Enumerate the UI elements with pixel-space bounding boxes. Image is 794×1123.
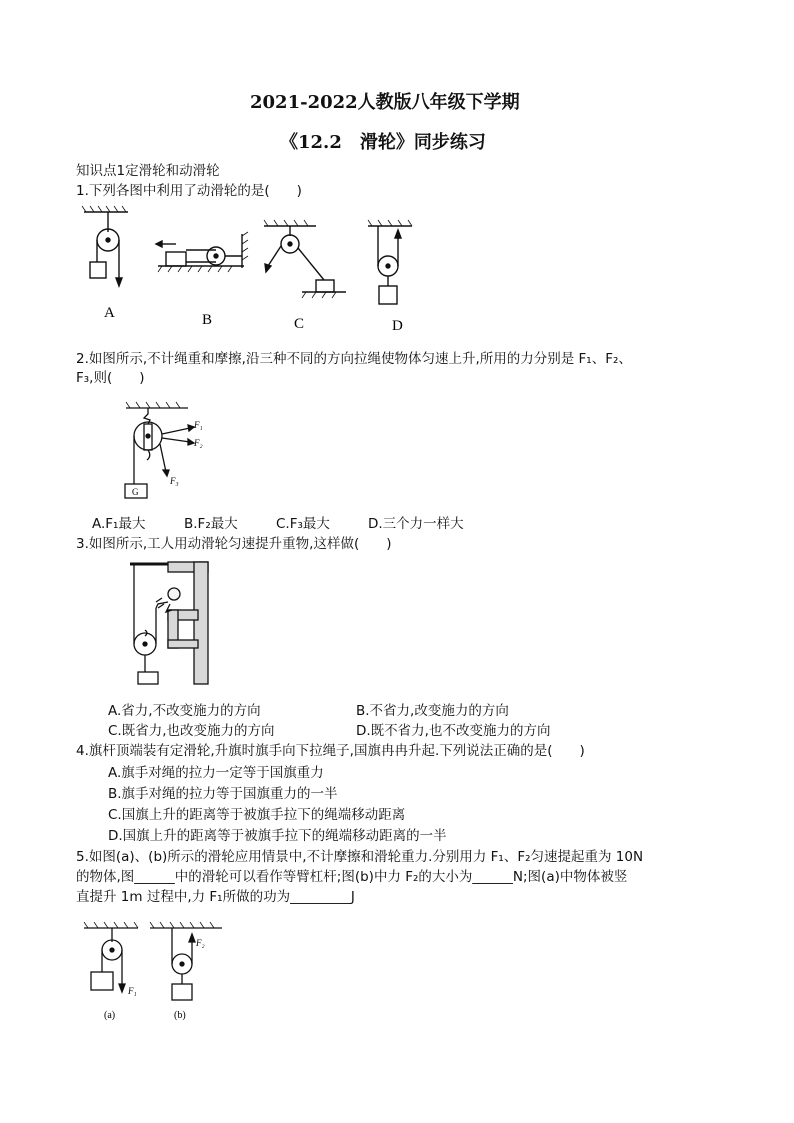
- q2-option-b: B.F₂最大: [184, 516, 238, 532]
- q2-label-g: G: [132, 487, 139, 497]
- q5-pulley-figures: [76, 922, 226, 1028]
- q2-label-f2: F₂: [194, 438, 203, 448]
- q4-option-d: D.国旗上升的距离等于被旗手拉下的绳端移动距离的一半: [108, 828, 447, 844]
- q5-label-f1: F₁: [128, 986, 137, 996]
- q3-option-c: C.既省力,也改变施力的方向: [108, 723, 275, 739]
- q5-label-f2: F₂: [196, 938, 205, 948]
- question-3-stem: 3.如图所示,工人用动滑轮匀速提升重物,这样做( ): [76, 536, 392, 552]
- q2-pulley-figure: [116, 400, 206, 504]
- q4-option-c: C.国旗上升的距离等于被旗手拉下的绳端移动距离: [108, 807, 406, 823]
- q5-label-a: (a): [104, 1010, 116, 1021]
- q3-option-a: A.省力,不改变施力的方向: [108, 703, 261, 719]
- q1-pulley-figures: [76, 204, 416, 334]
- q3-worker-pulley-figure: [128, 558, 228, 690]
- q5-label-b: (b): [174, 1010, 186, 1021]
- question-2-stem-line-1: 2.如图所示,不计绳重和摩擦,沿三种不同的方向拉绳使物体匀速上升,所用的力分别是 F₁、F₂、: [76, 351, 632, 367]
- q1-label-a: A: [104, 305, 115, 321]
- section-heading: 知识点1定滑轮和动滑轮: [76, 163, 220, 179]
- q1-label-c: C: [294, 316, 305, 332]
- q2-option-c: C.F₃最大: [276, 516, 330, 532]
- q2-label-f3: F₃: [170, 476, 179, 486]
- question-5-line-2: 的物体,图______中的滑轮可以看作等臂杠杆;图(b)中力 F₂的大小为______N;图(a)中物体被竖: [76, 869, 628, 885]
- q3-option-b: B.不省力,改变施力的方向: [356, 703, 509, 719]
- q4-option-a: A.旗手对绳的拉力一定等于国旗重力: [108, 765, 324, 781]
- question-1-stem: 1.下列各图中利用了动滑轮的是( ): [76, 183, 302, 199]
- q3-option-d: D.既不省力,也不改变施力的方向: [356, 723, 551, 739]
- question-2-stem-line-2: F₃,则( ): [76, 370, 145, 386]
- question-4-stem: 4.旗杆顶端装有定滑轮,升旗时旗手向下拉绳子,国旗冉冉升起.下列说法正确的是( ): [76, 743, 585, 759]
- page-title: 2021-2022人教版八年级下学期: [250, 92, 520, 113]
- question-5-line-3: 直提升 1m 过程中,力 F₁所做的功为_________J: [76, 889, 355, 905]
- q4-option-b: B.旗手对绳的拉力等于国旗重力的一半: [108, 786, 338, 802]
- page-subtitle: 《12.2 滑轮》同步练习: [280, 132, 486, 153]
- q2-option-a: A.F₁最大: [92, 516, 146, 532]
- question-5-line-1: 5.如图(a)、(b)所示的滑轮应用情景中,不计摩擦和滑轮重力.分别用力 F₁、F₂匀速提起重为 10N: [76, 849, 644, 865]
- q2-option-d: D.三个力一样大: [368, 516, 464, 532]
- q1-label-d: D: [392, 318, 403, 334]
- q2-label-f1: F₁: [194, 420, 203, 430]
- q1-label-b: B: [202, 312, 213, 328]
